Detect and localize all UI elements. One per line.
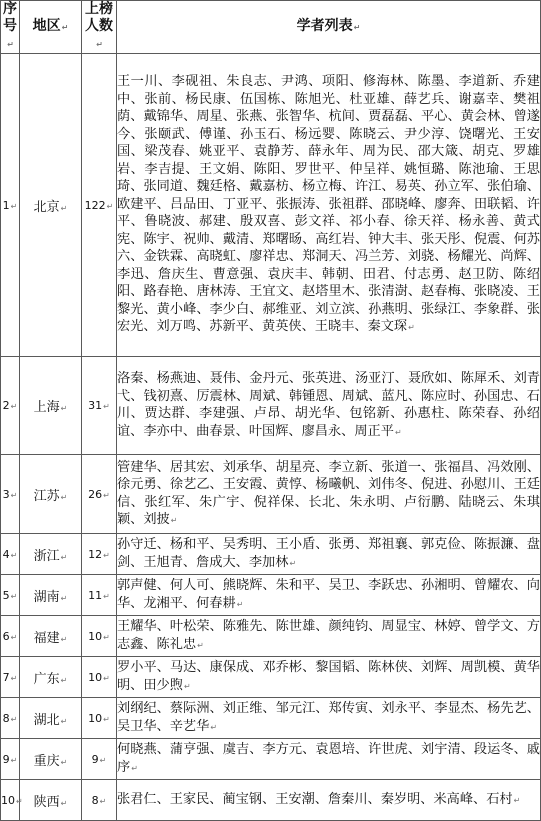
row-count: 9↵ <box>82 739 117 780</box>
table-row <box>1 575 541 616</box>
row-region: 浙江↵ <box>20 534 82 575</box>
row-seq: 9↵ <box>1 739 20 780</box>
row-region: 江苏↵ <box>20 455 82 534</box>
row-region: 上海↵ <box>20 357 82 455</box>
table-row <box>1 534 541 575</box>
row-region: 北京↵ <box>20 54 82 357</box>
table-row <box>1 54 541 357</box>
table-row <box>1 455 541 534</box>
header-count: 上榜人数↵ <box>82 1 117 54</box>
table-header-row <box>1 1 541 54</box>
table-row <box>1 357 541 455</box>
row-seq: 1↵ <box>1 54 20 357</box>
row-scholar-names: 洛秦、杨燕迪、聂伟、金丹元、张英进、汤亚汀、聂欣如、陈犀禾、刘青弋、钱初熹、厉震林、周斌、韩锺恩、周斌、蓝凡、陈应时、孙国忠、石川、贾达群、李建强、卢昂、胡光华、包铭新、孙惠柱、陈荣春、孙绍谊、李亦中、曲春景、叶国辉、廖昌永、周正平↵ <box>117 357 541 455</box>
row-scholar-names: 何晓燕、蒲亨强、虞吉、李方元、袁恩培、许世虎、刘宇清、段运冬、戚序↵ <box>117 739 541 780</box>
row-seq: 8↵ <box>1 698 20 739</box>
row-count: 12↵ <box>82 534 117 575</box>
row-region: 陕西↵ <box>20 780 82 821</box>
row-seq: 10↵ <box>1 780 20 821</box>
row-count: 10↵ <box>82 616 117 657</box>
row-count: 26↵ <box>82 455 117 534</box>
table-row <box>1 698 541 739</box>
header-scholars: 学者列表↵ <box>117 1 541 54</box>
table-row <box>1 739 541 780</box>
row-seq: 5↵ <box>1 575 20 616</box>
row-seq: 4↵ <box>1 534 20 575</box>
table-row <box>1 616 541 657</box>
table-row <box>1 657 541 698</box>
row-count: 8↵ <box>82 780 117 821</box>
row-count: 10↵ <box>82 657 117 698</box>
row-scholar-names: 张君仁、王家民、蔺宝钢、王安潮、詹秦川、秦岁明、米高峰、石村↵ <box>117 780 541 821</box>
row-region: 福建↵ <box>20 616 82 657</box>
row-scholar-names: 王一川、李砚祖、朱良志、尹鸿、项阳、修海林、陈墨、李道新、乔建中、张前、杨民康、伍国栋、陈旭光、杜亚雄、薛艺兵、谢嘉幸、樊祖荫、戴锦华、周星、张燕、张智华、杭间、贾磊磊、平心、黄会林、曾遂今、张颐武、傅谨、孙玉石、杨远婴、陈晓云、尹少淳、饶曙光、王安国、梁茂春、姚亚平、袁静芳、薛永年、周为民、邵大箴、胡克、罗雄岩、李吉提、王文娟、陈阳、罗世平、仲呈祥、姚恒璐、陈池瑜、王思琦、张同道、魏廷格、戴嘉枋、杨立梅、许江、易英、孙立军、张伯瑜、欧建平、吕品田、丁亚平、张振涛、张祖群、邵晓峰、廖奔、田联韬、许平、鲁晓波、郝建、殷双喜、彭文祥、祁小春、徐天祥、杨永善、黄式宪、陈宇、祝帅、戴清、郑曙旸、高红岩、钟大丰、张天彤、倪震、何苏六、金铁霖、高晓虹、廖祥忠、郑洞天、冯兰芳、刘骁、杨耀光、尚辉、李迅、詹庆生、曹意强、袁庆丰、韩朝、田君、付志勇、赵卫防、陈绍阳、路春艳、唐林涛、王宜文、赵塔里木、张清澍、赵春梅、张晓凌、王黎光、黄小峰、李少白、郝维亚、刘立滨、孙燕明、张绿江、李象群、张宏光、刘万鸣、苏新平、黄英侠、王晓丰、秦文琛↵ <box>117 54 541 357</box>
row-seq: 3↵ <box>1 455 20 534</box>
row-region: 湖南↵ <box>20 575 82 616</box>
row-seq: 6↵ <box>1 616 20 657</box>
row-count: 11↵ <box>82 575 117 616</box>
row-scholar-names: 罗小平、马达、康保成、邓乔彬、黎国韬、陈林侠、刘辉、周凯模、黄华明、田少煦↵ <box>117 657 541 698</box>
row-count: 122↵ <box>82 54 117 357</box>
row-region: 湖北↵ <box>20 698 82 739</box>
row-scholar-names: 王耀华、叶松荣、陈雅先、陈世雄、颜纯钧、周显宝、林婷、曾学文、方志鑫、陈礼忠↵ <box>117 616 541 657</box>
row-scholar-names: 刘纲纪、蔡际洲、刘正维、邹元江、郑传寅、刘永平、李显杰、杨先艺、吴卫华、辛艺华↵ <box>117 698 541 739</box>
row-region: 广东↵ <box>20 657 82 698</box>
row-scholar-names: 郭声健、何人可、熊晓辉、朱和平、吴卫、李跃忠、孙湘明、曾耀农、向华、龙湘平、何春耕↵ <box>117 575 541 616</box>
table-row <box>1 780 541 821</box>
row-seq: 7↵ <box>1 657 20 698</box>
header-region: 地区↵ <box>20 1 82 54</box>
row-seq: 2↵ <box>1 357 20 455</box>
header-seq: 序号↵ <box>1 1 20 54</box>
row-region: 重庆↵ <box>20 739 82 780</box>
row-count: 31↵ <box>82 357 117 455</box>
row-scholar-names: 管建华、居其宏、刘承华、胡星亮、李立新、张道一、张福昌、冯效刚、徐元勇、徐艺乙、王安霞、黄惇、杨曦帆、刘伟冬、倪进、孙慰川、王廷信、张红军、朱广宇、倪祥保、长北、朱永明、卢衍鹏、陆晓云、朱琪颖、刘披↵ <box>117 455 541 534</box>
row-scholar-names: 孙守迁、杨和平、吴秀明、王小盾、张勇、郑祖襄、郭克俭、陈振濂、盘剑、王旭青、詹成大、李加林↵ <box>117 534 541 575</box>
row-count: 10↵ <box>82 698 117 739</box>
